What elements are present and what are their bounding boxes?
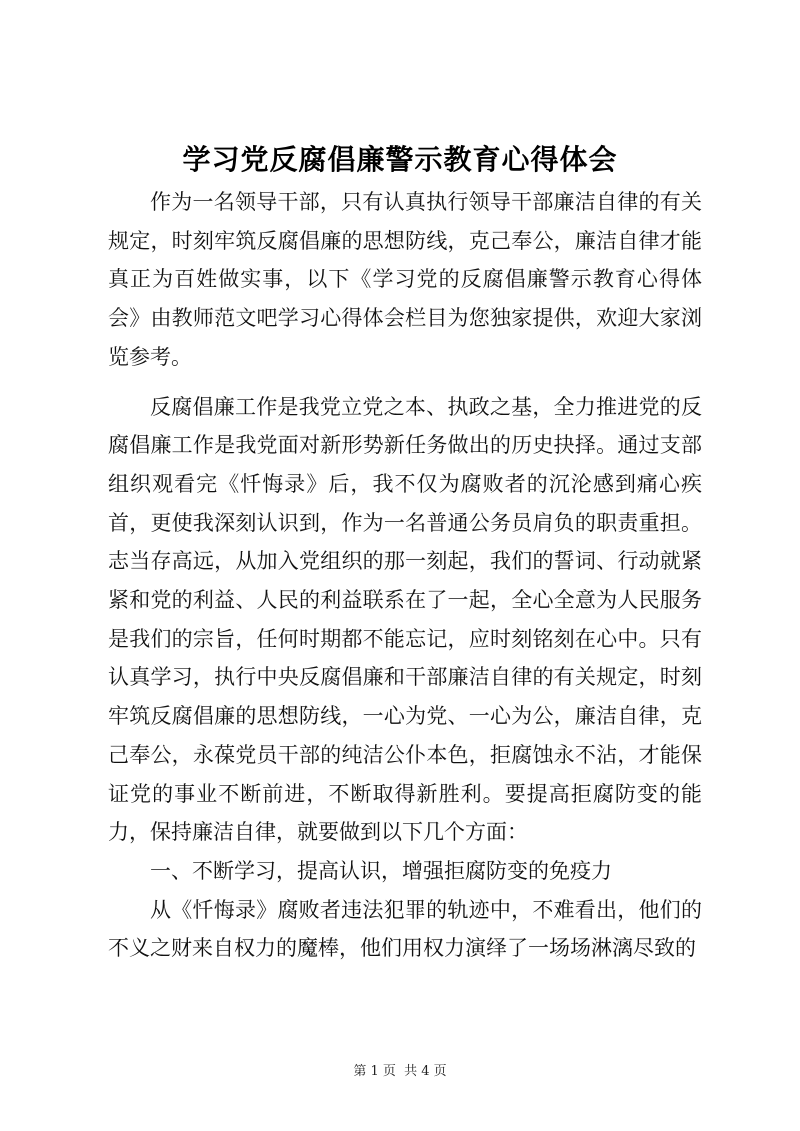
section-heading-1: 一、不断学习，提高认识，增强拒腐防变的免疫力: [150, 858, 612, 883]
document-body: [108, 183, 702, 968]
document-title: 学习党反腐倡廉警示教育心得体会: [182, 143, 618, 176]
page-number-label: 第 1 页 共 4 页: [353, 1064, 447, 1079]
section-paragraph-1: 从《忏悔录》腐败者违法犯罪的轨迹中，不难看出，他们的不义之财来自权力的魔棒，他们用权力演绎了一场场淋漓尽致的: [108, 897, 702, 961]
main-paragraph: 反腐倡廉工作是我党立党之本、执政之基，全力推进党的反腐倡廉工作是我党面对新形势新任务做出的历史抉择。通过支部组织观看完《忏悔录》后，我不仅为腐败者的沉沦感到痛心疾首，更使我深刻认识到，作为一名普通公务员肩负的职责重担。志当存高远，从加入党组织的那一刻起，我们的誓词、行动就紧紧和党的利益、人民的利益联系在了一起，全心全意为人民服务是我们的宗旨，任何时期都不能忘记，应时刻铭刻在心中。只有认真学习，执行中央反腐倡廉和干部廉洁自律的有关规定，时刻牢筑反腐倡廉的思想防线，一心为党、一心为公，廉洁自律，克己奉公，永葆党员干部的纯洁公仆本色，拒腐蚀永不沾，才能保证党的事业不断前进，不断取得新胜利。要提高拒腐防变的能力，保持廉洁自律，就要做到以下几个方面：: [108, 394, 702, 845]
intro-paragraph: 作为一名领导干部，只有认真执行领导干部廉洁自律的有关规定，时刻牢筑反腐倡廉的思想防线，克己奉公，廉洁自律才能真正为百姓做实事，以下《学习党的反腐倡廉警示教育心得体会》由教师范文吧学习心得体会栏目为您独家提供，欢迎大家浏览参考。: [108, 190, 702, 369]
page-footer: [0, 1063, 800, 1081]
